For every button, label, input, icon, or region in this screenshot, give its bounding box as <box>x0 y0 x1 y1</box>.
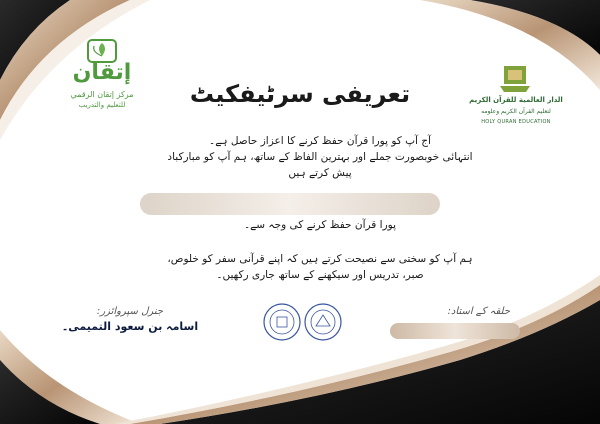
logo-english-name: HOLY QURAN EDUCATION <box>481 119 551 125</box>
body-line-5: ہم آپ کو سختی سے نصیحت کرتے ہیں کہ اپنے قرآنی سفر کو خلوص، <box>167 253 473 265</box>
supervisor-name: اسامہ بن سعود التمیمی۔ <box>61 320 199 333</box>
recipient-name-field <box>140 193 440 215</box>
teacher-name-field <box>390 323 520 339</box>
logo-arabic-name: الدار العالمية للقرآن الكريم <box>469 96 563 104</box>
teacher-label: حلقہ کے استاد: <box>447 306 510 317</box>
body-line-2: انتہائی خوبصورت جملے اور بہترین الفاظ کے ساتھ، ہم آپ کو مبارکباد <box>167 151 473 163</box>
certificate-title: تعریفی سرٹیفکیٹ <box>189 80 411 108</box>
logo-tagline: للتعليم والتدريب <box>78 101 126 109</box>
logo-subtitle: مركز إتقان الرقمي <box>70 90 134 99</box>
body-line-6: صبر، تدریس اور سیکھنے کے ساتھ جاری رکھیں۔ <box>216 269 424 281</box>
body-line-4: پورا قرآن حفظ کرنے کی وجہ سے۔ <box>243 219 396 231</box>
body-line-3: پیش کرتے ہیں <box>288 167 352 179</box>
logo-arabic-subtitle: لتعليم القرآن الكريم وعلومه <box>481 108 551 115</box>
seal-stamp-icon <box>262 302 302 342</box>
logo-name: إتقان <box>72 60 132 85</box>
body-line-1: آج آپ کو پورا قرآن حفظ کرنے کا اعزاز حاصل ہے۔ <box>209 135 431 147</box>
supervisor-label: جنرل سپروائزر: <box>96 306 164 317</box>
seal-stamp-icon <box>303 302 343 342</box>
